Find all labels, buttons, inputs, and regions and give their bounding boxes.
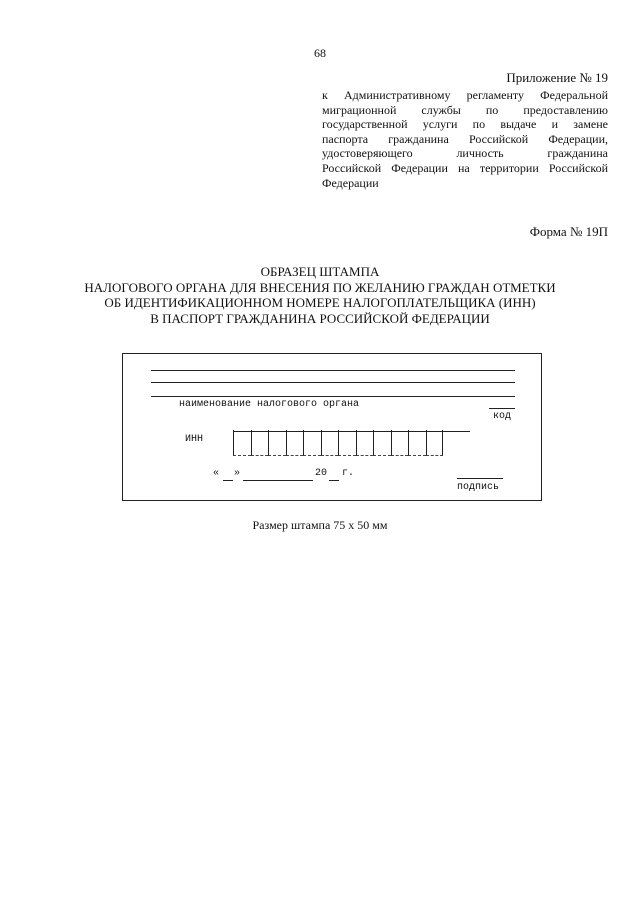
date-open-quote: « bbox=[213, 468, 220, 479]
appendix-body bbox=[322, 88, 608, 190]
inn-cell bbox=[233, 430, 251, 456]
appendix-line: государственной услуги по выдаче и замене bbox=[322, 117, 608, 132]
inn-cell bbox=[321, 430, 339, 456]
appendix-line: к Административному регламенту Федеральной bbox=[322, 88, 608, 102]
inn-cell bbox=[426, 430, 444, 456]
inn-cell bbox=[408, 430, 426, 456]
appendix-line: паспорта гражданина Российской Федерации, bbox=[322, 131, 608, 146]
date-day-line bbox=[223, 480, 233, 481]
appendix-line: Федерации bbox=[322, 175, 379, 190]
inn-cell bbox=[373, 430, 391, 456]
date-year-line bbox=[329, 480, 339, 481]
inn-label: ИНН bbox=[185, 434, 204, 445]
heading-line: В ПАСПОРТ ГРАЖДАНИНА РОССИЙСКОЙ ФЕДЕРАЦИИ bbox=[150, 310, 490, 326]
heading-line: ОБ ИДЕНТИФИКАЦИОННОМ НОМЕРЕ НАЛОГОПЛАТЕЛЬЩИКА (ИНН) bbox=[104, 295, 536, 310]
inn-cell bbox=[268, 430, 286, 456]
signature-caption: подпись bbox=[457, 482, 500, 493]
appendix-line: Российской Федерации на территории Российской bbox=[322, 160, 608, 175]
inn-cell bbox=[356, 430, 374, 456]
form-number: Форма № 19П bbox=[529, 224, 608, 239]
organ-line-3 bbox=[151, 396, 515, 397]
inn-boxes bbox=[233, 430, 443, 456]
organ-caption: наименование налогового органа bbox=[179, 399, 360, 410]
organ-line-2 bbox=[151, 382, 515, 383]
year-suffix: г. bbox=[342, 468, 355, 479]
inn-cell bbox=[391, 430, 409, 456]
organ-line-1 bbox=[151, 370, 515, 371]
year-prefix: 20 bbox=[315, 468, 328, 479]
document-heading bbox=[60, 264, 580, 326]
inn-cell bbox=[286, 430, 304, 456]
signature-line bbox=[457, 478, 503, 479]
inn-cell bbox=[251, 430, 269, 456]
date-month-line bbox=[243, 480, 313, 481]
stamp-size-note: Размер штампа 75 х 50 мм bbox=[252, 518, 388, 532]
appendix-line: удостоверяющего личность гражданина bbox=[322, 146, 608, 161]
inn-cell bbox=[303, 430, 321, 456]
inn-cell bbox=[338, 430, 356, 456]
appendix-title: Приложение № 19 bbox=[506, 70, 608, 85]
code-caption: код bbox=[493, 411, 512, 422]
code-line bbox=[489, 408, 515, 409]
appendix-line: миграционной службы по предоставлению bbox=[322, 102, 608, 117]
stamp-sample bbox=[122, 353, 542, 501]
heading-line: ОБРАЗЕЦ ШТАМПА bbox=[260, 264, 380, 279]
heading-line: НАЛОГОВОГО ОРГАНА ДЛЯ ВНЕСЕНИЯ ПО ЖЕЛАНИЮ ГРАЖДАН ОТМЕТКИ bbox=[84, 279, 556, 295]
date-close-quote: » bbox=[234, 468, 241, 479]
page-number: 68 bbox=[314, 46, 326, 60]
